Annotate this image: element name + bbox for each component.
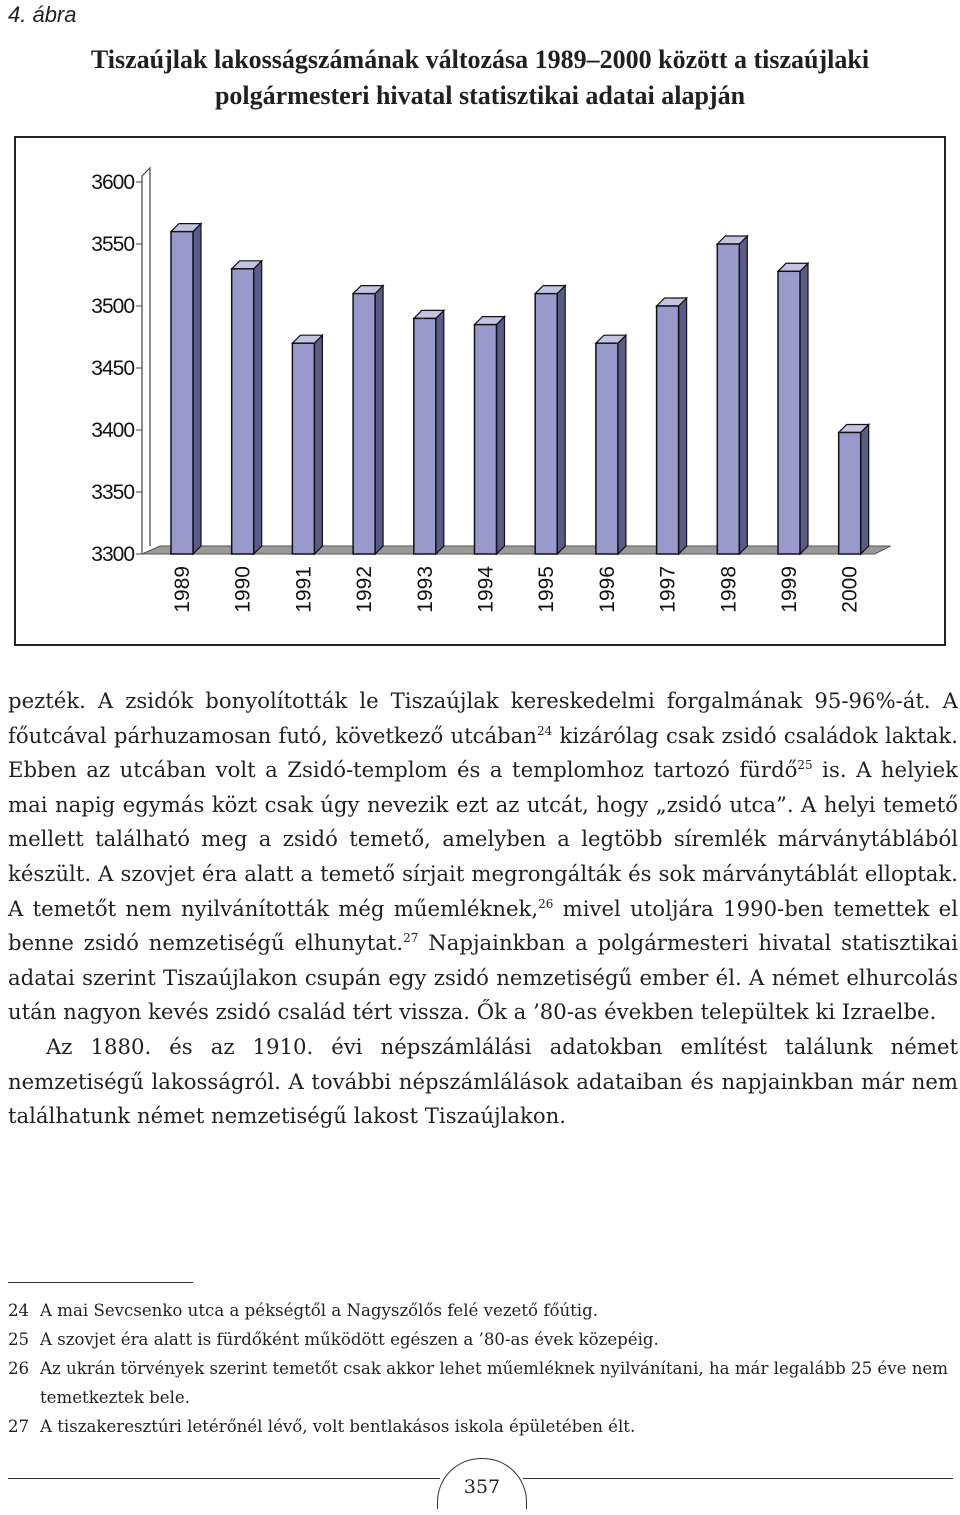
x-tick-label: 1995 [535, 566, 559, 613]
bar-side [618, 335, 626, 554]
figure-title-line-1: Tiszaújlak lakosságszámának változása 1989–2000 között a tiszaújlaki [90, 45, 870, 74]
x-tick-label: 1990 [231, 566, 255, 613]
bar-1990 [232, 269, 254, 554]
bar-2000 [839, 432, 861, 554]
footnote-26 [8, 1354, 958, 1412]
x-tick-label: 1989 [171, 566, 194, 613]
chart-back-wall [142, 168, 150, 554]
footnote-25 [8, 1325, 958, 1354]
y-tick-label: 3600 [91, 171, 134, 194]
bar-side [557, 286, 565, 554]
bar-side [193, 224, 201, 554]
footnote-number: 27 [8, 1417, 30, 1436]
bar-1994 [475, 325, 497, 554]
x-tick-label: 1999 [778, 566, 801, 613]
footnote-ref-27[interactable]: 27 [403, 931, 419, 946]
paragraph-1 [8, 684, 958, 1030]
bar-1993 [414, 318, 436, 554]
bar-1989 [171, 232, 193, 554]
bar-side [800, 263, 808, 554]
footnote-number: 26 [8, 1359, 30, 1378]
x-tick-label: 1996 [595, 566, 619, 613]
page-rule-left [8, 1478, 440, 1479]
x-tick-label: 1998 [717, 566, 741, 613]
bar-side [436, 310, 444, 554]
paragraph-1-part-c: is. A helyiek mai napig egymás közt csak úgy nevezik ezt az utcát, hogy „zsidó utca”. A helyi temető mellett található meg a zsidó temető, amelyben a legtöbb síremlék márványtáblából készült. A szovjet éra alatt a temető sírjait megrongálták és sok márványtáblát elloptak. A temetőt nem nyilvánították még műemléknek, [8, 757, 958, 921]
footnote-number: 24 [8, 1301, 30, 1320]
y-tick-label: 3350 [91, 481, 134, 504]
paragraph-2: Az 1880. és az 1910. évi népszámlálási adatokban említést találunk német nemzetiségű lakosságról. A további népszámlálások adataiban és napjainkban már nem találhatunk német nemzetiségű lakost Tiszaújlakon. [8, 1033, 958, 1129]
paragraph-1-part-a: pezték. A zsidók bonyolították le Tiszaújlak kereskedelmi forgalmának 95-96%-át. A főutcával párhuzamosan futó, következő utcában [8, 688, 958, 748]
bar-1997 [657, 306, 679, 554]
footnote-text: Az ukrán törvények szerint temetőt csak akkor lehet műemléknek nyilvánítani, ha már legalább 25 éve nem temetkeztek bele. [40, 1359, 948, 1407]
bar-1996 [596, 343, 618, 554]
page-rule-right [523, 1478, 953, 1479]
paragraph-1-part-e: Napjainkban a polgármesteri hivatal statisztikai adatai szerint Tiszaújlakon csupán egy zsidó nemzetiségű ember él. A német elhurcolás után nagyon kevés zsidó család tért vissza. Ők a ’80-as években települtek ki Izraelbe. [8, 930, 958, 1025]
x-tick-label: 1993 [413, 566, 437, 613]
y-tick-label: 3300 [91, 543, 134, 566]
figure-title-line-2: polgármesteri hivatal statisztikai adatai alapján [214, 81, 746, 110]
bar-1999 [778, 271, 800, 554]
bar-1995 [535, 294, 557, 554]
footnote-27 [8, 1412, 958, 1441]
y-tick-label: 3550 [91, 233, 134, 256]
footnote-divider [8, 1282, 193, 1283]
footnote-ref-26[interactable]: 26 [538, 896, 554, 911]
bar-side [679, 298, 687, 554]
bar-side [375, 286, 383, 554]
footnote-text: A tiszakeresztúri letérőnél lévő, volt bentlakásos iskola épületében élt. [40, 1417, 636, 1436]
footnote-number: 25 [8, 1330, 30, 1349]
bar-chart [16, 138, 944, 644]
x-tick-label: 1991 [292, 566, 316, 613]
footnote-ref-24[interactable]: 24 [536, 723, 553, 738]
y-tick-label: 3450 [91, 357, 134, 380]
bar-1991 [292, 343, 314, 554]
footnote-24 [8, 1296, 958, 1325]
body-text [8, 684, 958, 1134]
bar-side [254, 261, 262, 554]
bar-side [314, 335, 322, 554]
chart-frame [14, 136, 946, 646]
footnote-text: A mai Sevcsenko utca a pékségtől a Nagyszőlős felé vezető főútig. [40, 1301, 599, 1320]
x-tick-label: 1997 [656, 566, 680, 613]
y-tick-label: 3400 [91, 419, 134, 442]
page-number: 357 [437, 1458, 527, 1509]
figure-title [0, 42, 960, 114]
figure-label: 4. ábra [8, 2, 77, 27]
bar-side [861, 424, 869, 554]
paragraph-1-part-d: mivel utoljára 1990-ben temettek el benne zsidó nemzetiségű elhunytat. [8, 895, 958, 956]
bar-1992 [353, 294, 375, 554]
footnotes [8, 1296, 958, 1441]
footnote-text: A szovjet éra alatt is fürdőként működött egészen a ’80-as évek közepéig. [40, 1330, 659, 1349]
bar-side [497, 317, 505, 554]
x-tick-label: 1992 [353, 566, 377, 613]
paragraph-1-part-b: kizárólag csak zsidó családok laktak. Ebben az utcában volt a Zsidó-templom és a templomhoz tartozó fürdő [8, 722, 958, 783]
y-tick-label: 3500 [91, 295, 134, 318]
bar-side [739, 236, 747, 554]
x-tick-label: 1994 [474, 566, 498, 613]
footnote-ref-25[interactable]: 25 [797, 758, 813, 773]
x-tick-label: 2000 [838, 566, 862, 613]
bar-1998 [717, 244, 739, 554]
